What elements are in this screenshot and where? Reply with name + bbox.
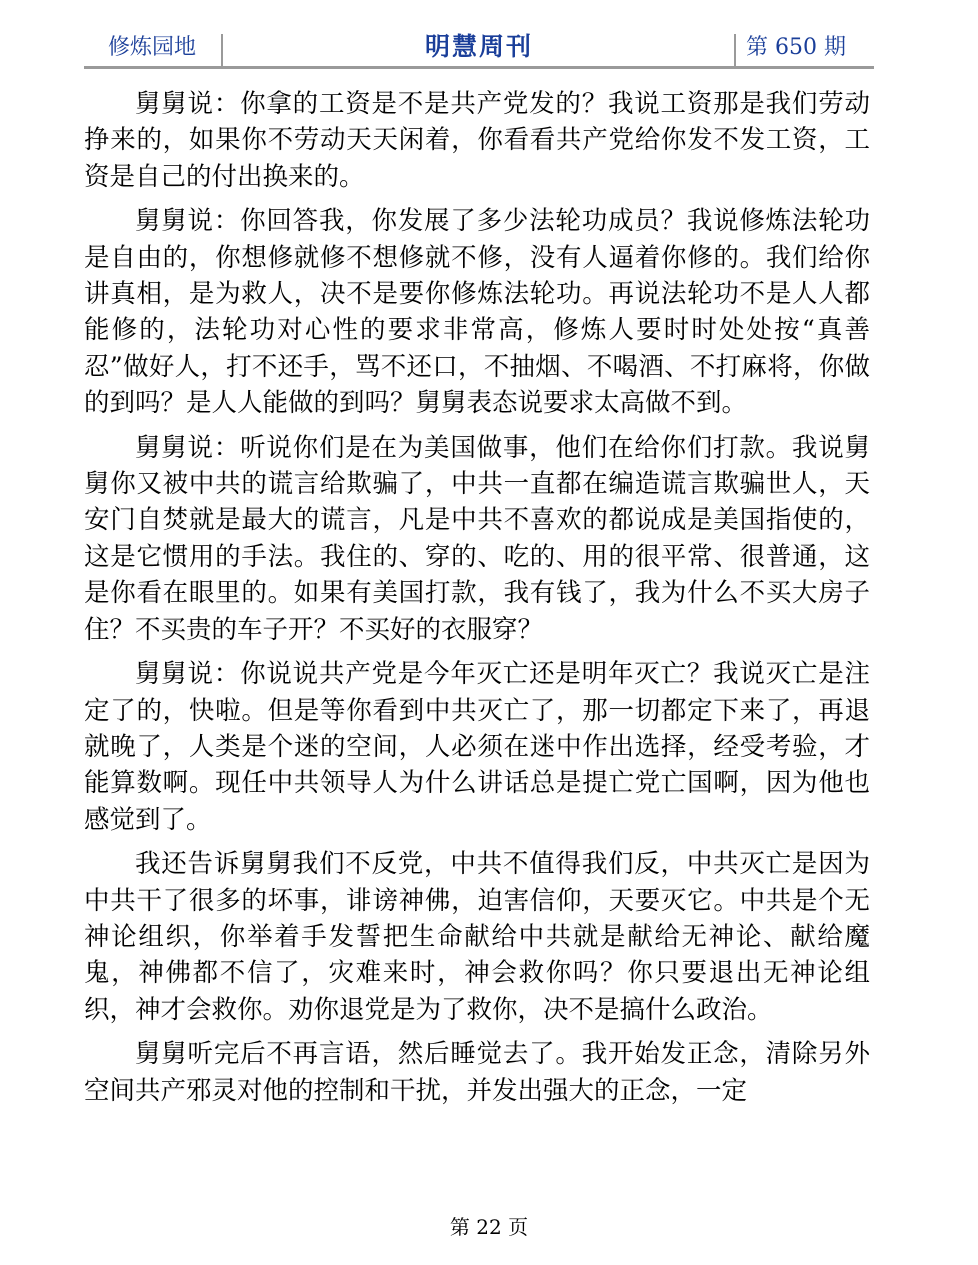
page-number: 第 22 页 bbox=[449, 1215, 529, 1239]
paragraph: 舅舅说：听说你们是在为美国做事，他们在给你们打款。我说舅舅你又被中共的谎言给欺骗了，中共一直都在编造谎言欺骗世人，天安门自焚就是最大的谎言，凡是中共不喜欢的都说成是美国指使的，这是它惯用的手法。我住的、穿的、吃的、用的很平常、很普通，这是你看在眼里的。如果有美国打款，我有钱了，我为什么不买大房子住？不买贵的车子开？不买好的衣服穿？ bbox=[84, 432, 870, 645]
paragraph: 舅舅说：你拿的工资是不是共产党发的？我说工资那是我们劳动挣来的，如果你不劳动天天闲着，你看看共产党给你发不发工资，工资是自己的付出换来的。 bbox=[84, 89, 870, 192]
paragraph: 舅舅说：你回答我，你发展了多少法轮功成员？我说修炼法轮功是自由的，你想修就修不想修就不修，没有人逼着你修的。我们给你讲真相，是为救人，决不是要你修炼法轮功。再说法轮功不是人人都能修的，法轮功对心性的要求非常高，修炼人要时时处处按“真善忍”做好人，打不还手，骂不还口，不抽烟、不喝酒、不打麻将，你做的到吗？是人人能做的到吗？舅舅表态说要求太高做不到。 bbox=[84, 206, 870, 419]
header-rule bbox=[84, 66, 874, 69]
issue-number: 第 650 期 bbox=[746, 35, 846, 60]
header-divider-right bbox=[734, 34, 736, 68]
article-body bbox=[84, 86, 870, 1117]
page-header bbox=[84, 22, 874, 68]
publication-title: 明慧周刊 bbox=[424, 32, 533, 61]
paragraph: 舅舅听完后不再言语，然后睡觉去了。我开始发正念，清除另外空间共产邪灵对他的控制和干扰，并发出强大的正念，一定 bbox=[84, 1039, 870, 1106]
section-name: 修炼园地 bbox=[108, 35, 197, 60]
paragraph: 舅舅说：你说说共产党是今年灭亡还是明年灭亡？我说灭亡是注定了的，快啦。但是等你看到中共灭亡了，那一切都定下来了，再退就晚了，人类是个迷的空间，人必须在迷中作出选择，经受考验，才能算数啊。现任中共领导人为什么讲话总是提亡党亡国啊，因为他也感觉到了。 bbox=[84, 659, 870, 835]
paragraph: 我还告诉舅舅我们不反党，中共不值得我们反，中共灭亡是因为中共干了很多的坏事，诽谤神佛，迫害信仰，天要灭它。中共是个无神论组织，你举着手发誓把生命献给中共就是献给无神论、献给魔鬼，神佛都不信了，灾难来时，神会救你吗？你只要退出无神论组织，神才会救你。劝你退党是为了救你，决不是搞什么政治。 bbox=[84, 849, 870, 1025]
